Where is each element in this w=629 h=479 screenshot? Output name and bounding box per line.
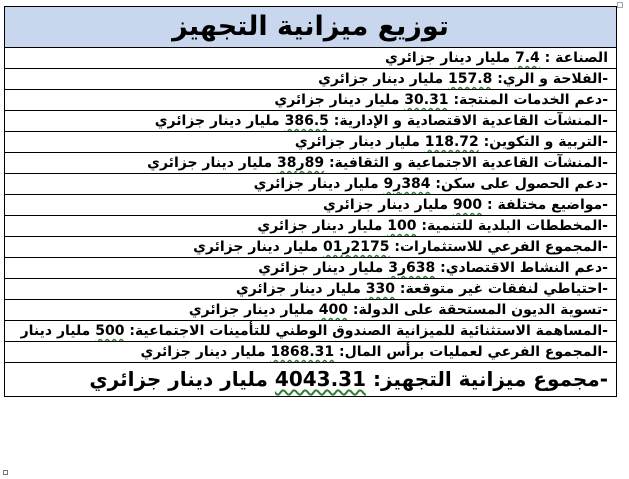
row-amount: 157.8: [448, 71, 493, 87]
row-cell: [5, 300, 617, 321]
row-amount: 89ر38: [277, 155, 325, 171]
row-unit: مليار دينار جزائري: [235, 281, 361, 297]
row-unit: مليار دينار جزائري: [258, 260, 384, 276]
corner-marker: [3, 470, 8, 475]
row-label: -المنشآت القاعدية الاجتماعية و الثقافية:: [328, 155, 608, 171]
row-unit: مليار دينار جزائري: [188, 302, 314, 318]
table-row: [5, 111, 617, 132]
title-row: [5, 7, 617, 48]
table-row: [5, 132, 617, 153]
row-amount: 900: [452, 197, 483, 213]
table-title: توزيع ميزانية التجهيز: [5, 7, 617, 48]
row-cell: [5, 69, 617, 90]
row-unit: مليار دينار جزائري: [253, 176, 379, 192]
table-row: [5, 153, 617, 174]
row-cell: [5, 321, 617, 342]
row-label: -المخططات البلدية للتنمية:: [421, 218, 608, 234]
table-row: [5, 321, 617, 342]
row-cell: [5, 279, 617, 300]
row-label: -دعم الخدمات المنتجة:: [453, 92, 608, 108]
row-label: -دعم الحصول على سكن:: [435, 176, 608, 192]
row-cell: [5, 237, 617, 258]
row-unit: مليار دينار جزائري: [147, 155, 273, 171]
row-unit: مليار دينار: [20, 323, 91, 339]
row-amount: 100: [387, 218, 417, 234]
row-label: -المساهمة الاستثنائية للميزانية الصندوق الوطني للتأمينات الاجتماعية:: [129, 323, 608, 339]
row-cell: [5, 48, 617, 69]
row-amount: 7.4: [514, 50, 540, 66]
row-unit: مليار دينار جزائري: [323, 197, 449, 213]
budget-table: [4, 6, 617, 397]
row-amount: 4043.31: [274, 367, 366, 391]
row-cell: [5, 174, 617, 195]
table-row: [5, 90, 617, 111]
table-row: [5, 69, 617, 90]
table-row: [5, 48, 617, 69]
table-row: [5, 300, 617, 321]
row-amount: 384ر9: [383, 176, 431, 192]
row-unit: مليار دينار جزائري: [257, 218, 383, 234]
row-label: -التربية و التكوين:: [483, 134, 608, 150]
row-unit: مليار دينار جزائري: [274, 92, 400, 108]
row-cell: [5, 195, 617, 216]
page-marker: [617, 2, 623, 8]
row-label: -المجموع الفرعي للاستثمارات:: [394, 239, 608, 255]
table-row: [5, 216, 617, 237]
row-cell: [5, 342, 617, 363]
row-label: -مواضيع مختلفة :: [487, 197, 608, 213]
row-unit: مليار دينار جزائري: [318, 71, 444, 87]
row-unit: مليار دينار جزائري: [140, 344, 266, 360]
row-label: -دعم النشاط الاقتصادي:: [440, 260, 608, 276]
table-row: [5, 258, 617, 279]
row-cell: [5, 258, 617, 279]
total-row: [5, 363, 617, 397]
row-cell: [5, 132, 617, 153]
row-unit: مليار دينار جزائري: [294, 134, 420, 150]
row-label: -مجموع ميزانية التجهيز:: [372, 367, 608, 391]
row-label: الصناعة :: [544, 50, 608, 66]
table-row: [5, 174, 617, 195]
table-row: [5, 279, 617, 300]
row-amount: 2175ر01: [322, 239, 390, 255]
total-cell: [5, 363, 617, 397]
table-row: [5, 237, 617, 258]
row-amount: 30.31: [404, 92, 449, 108]
row-unit: مليار دينار جزائري: [154, 113, 280, 129]
row-label: -احتياطي لنفقات غير متوقعة:: [399, 281, 608, 297]
row-amount: 1868.31: [270, 344, 335, 360]
row-amount: 118.72: [424, 134, 479, 150]
row-amount: 330: [365, 281, 395, 297]
row-cell: [5, 216, 617, 237]
row-cell: [5, 153, 617, 174]
table-row: [5, 342, 617, 363]
row-label: -الفلاحة و الري:: [497, 71, 608, 87]
row-label: -تسوية الديون المستحقة على الدولة:: [352, 302, 608, 318]
row-unit: مليار دينار جزائري: [385, 50, 511, 66]
table-row: [5, 195, 617, 216]
row-unit: مليار دينار جزائري: [193, 239, 319, 255]
row-unit: مليار دينار جزائري: [89, 367, 268, 391]
row-amount: 500: [95, 323, 125, 339]
row-label: -المجموع الفرعي لعمليات برأس المال:: [339, 344, 608, 360]
row-label: -المنشآت القاعدية الاقتصادية و الإدارية:: [333, 113, 608, 129]
row-amount: 386.5: [284, 113, 329, 129]
row-amount: 400: [318, 302, 348, 318]
row-cell: [5, 111, 617, 132]
row-amount: 638ر3: [388, 260, 436, 276]
row-cell: [5, 90, 617, 111]
